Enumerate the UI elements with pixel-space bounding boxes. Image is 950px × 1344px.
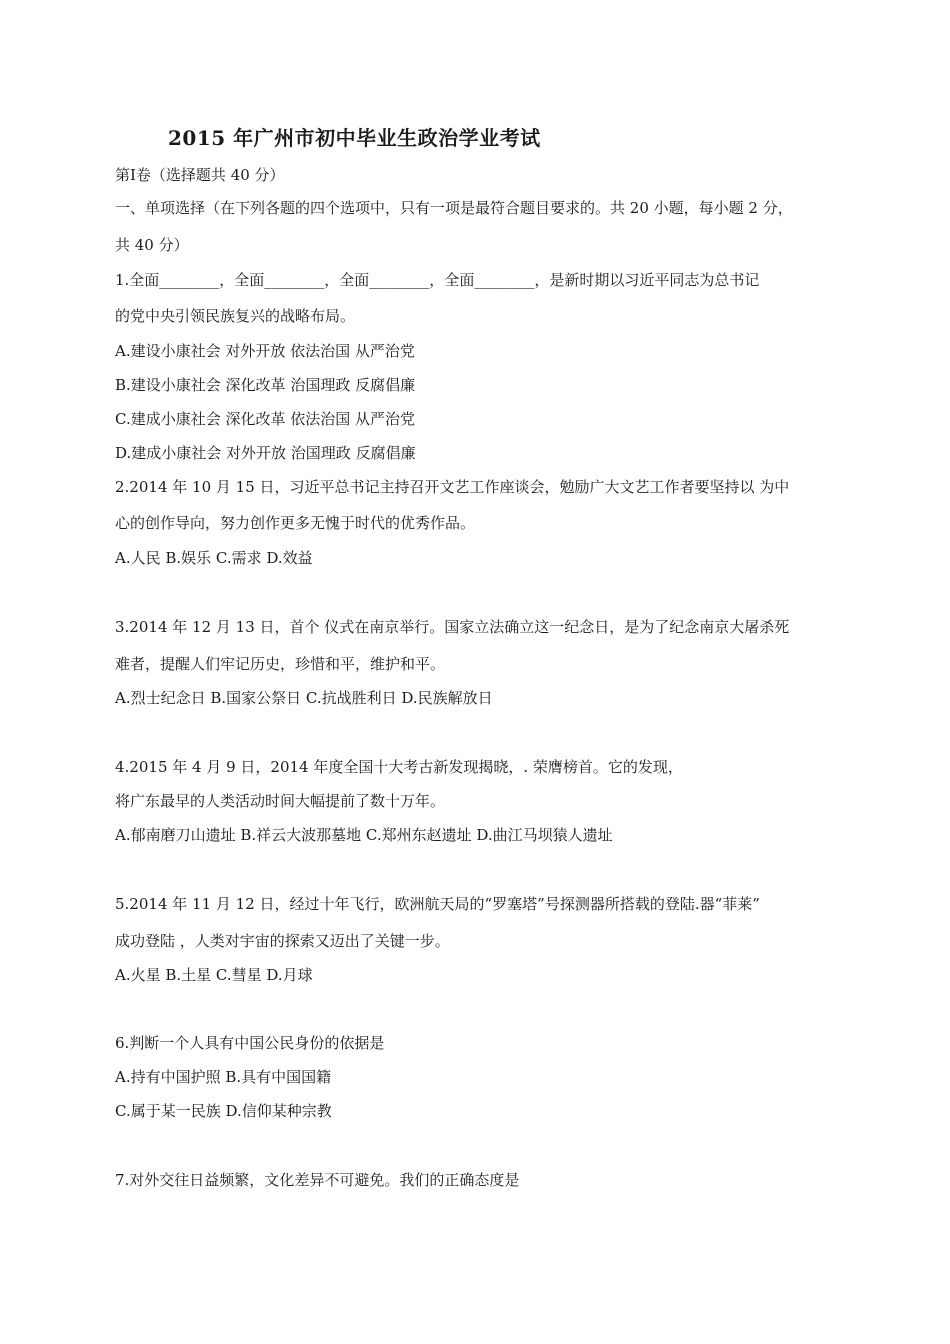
question-options: A.人民 B.娱乐 C.需求 D.效益: [115, 549, 313, 567]
instruction-line: 共 40 分）: [115, 236, 189, 254]
question-stem: 心的创作导向，努力创作更多无愧于时代的优秀作品。: [115, 514, 476, 532]
question-stem: 6.判断一个人具有中国公民身份的依据是: [115, 1034, 385, 1052]
question-options: A.持有中国护照 B.具有中国国籍: [115, 1068, 332, 1086]
question-option: C.建成小康社会 深化改革 依法治国 从严治党: [115, 410, 416, 428]
question-stem: 将广东最早的人类活动时间大幅提前了数十万年。: [115, 792, 446, 810]
section-heading: 第Ⅰ卷（选择题共 40 分）: [115, 166, 285, 184]
question-stem: 7.对外交往日益频繁，文化差异不可避免。我们的正确态度是: [115, 1171, 520, 1189]
question-stem: 5.2014 年 11 月 12 日，经过十年飞行，欧洲航天局的“罗塞塔”号探测器所搭载的登陆.器“菲莱”: [115, 895, 760, 913]
question-options: A.火星 B.土星 C.彗星 D.月球: [115, 966, 313, 984]
question-options: C.属于某一民族 D.信仰某种宗教: [115, 1102, 332, 1120]
question-stem: 1.全面________，全面________，全面________，全面________，是新时期以习近平同志为总书记: [115, 271, 760, 289]
question-options: A.郁南磨刀山遗址 B.祥云大波那墓地 C.郑州东赵遗址 D.曲江马坝猿人遗址: [115, 826, 613, 844]
question-option: B.建设小康社会 深化改革 治国理政 反腐倡廉: [115, 376, 416, 394]
question-option: A.建设小康社会 对外开放 依法治国 从严治党: [115, 342, 415, 360]
exam-title: 2015 年广州市初中毕业生政治学业考试: [168, 126, 541, 150]
question-stem: 的党中央引领民族复兴的战略布局。: [115, 307, 356, 325]
question-stem: 成功登陆 ，人类对宇宙的探索又迈出了关键一步。: [115, 932, 450, 950]
question-stem: 4.2015 年 4 月 9 日，2014 年度全国十大考古新发现揭晓，. 荣膺榜首。它的发现，: [115, 758, 683, 776]
question-options: A.烈士纪念日 B.国家公祭日 C.抗战胜利日 D.民族解放日: [115, 689, 493, 707]
question-stem: 难者，提醒人们牢记历史，珍惜和平，维护和平。: [115, 655, 446, 673]
question-option: D.建成小康社会 对外开放 治国理政 反腐倡廉: [115, 444, 416, 462]
instruction-line: 一、单项选择（在下列各题的四个选项中，只有一项是最符合题目要求的。共 20 小题，每小题 2 分，: [115, 199, 793, 217]
question-stem: 3.2014 年 12 月 13 日，首个 仪式在南京举行。国家立法确立这一纪念日，是为了纪念南京大屠杀死: [115, 618, 790, 636]
question-stem: 2.2014 年 10 月 15 日，习近平总书记主持召开文艺工作座谈会，勉励广大文艺工作者要坚持以 为中: [115, 478, 790, 496]
